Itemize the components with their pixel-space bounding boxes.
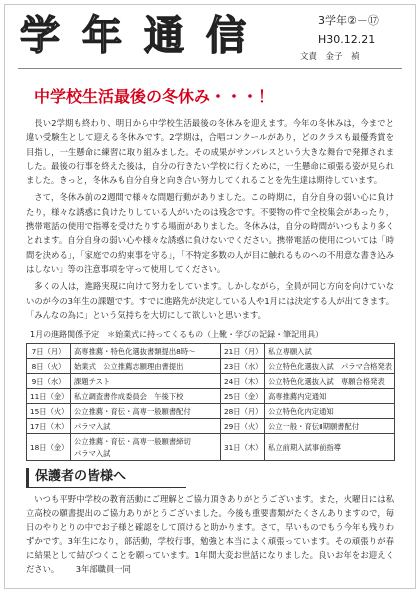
schedule-date: 29日（火）	[221, 419, 265, 434]
schedule-event-line: パラマ入試	[74, 448, 111, 458]
table-row	[27, 404, 395, 419]
schedule-date: 31日（木）	[221, 434, 265, 461]
schedule-event: 課題テスト	[71, 374, 221, 389]
schedule-date: 8日（火）	[27, 359, 71, 374]
guardians-body: いつも平野中学校の教育活動にご理解とご協力頂きありがとうございます。また，火曜日には私立高校の願書提出のご協力ありがとうございました。今後も重要書類がたくさんありますので，毎日のやりとりの中でお子様と確認をして頂けると助かります。さて，早いものでもう今年も残りわずかです。3年生になり，部活動，学校行事，勉強と本当によく頑張っています。その頑張りが春に結果として結びつくことを願っています。1年間大変お世話になりました。良いお年をお迎えください。	[26, 494, 394, 575]
schedule-event: 私立調査書作成委員会 午後下校	[71, 389, 221, 404]
schedule-date: 17日（木）	[27, 419, 71, 434]
table-row	[27, 359, 395, 374]
schedule-date: 25日（金）	[221, 389, 265, 404]
schedule-date: 11日（金）	[27, 389, 71, 404]
schedule-date: 21日（月）	[221, 344, 265, 359]
schedule-table	[26, 343, 395, 461]
schedule-event: 公立特色化選抜入試 専願合格発表	[265, 374, 395, 389]
table-row	[27, 389, 395, 404]
schedule-event: 公立一般・育伝Ⅱ期願書配付	[265, 419, 395, 434]
schedule-event: 始業式 公立推薦志願理由書提出	[71, 359, 221, 374]
schedule-event: 私立前期入試事前指導	[265, 434, 395, 461]
paragraph-conduct: さて，冬休み前の2週間で様々な問題行動がありました。この時期に，自分自身の弱い心に負けたり，様々な誘惑に負けたりしている人がいたのは残念です。不要物の件で全校集会があったり，携帯電話の使用で指導を受けたりする場面がありました。冬休みは，自分の時間がいつもより多くとれます。自分自身の弱い心や様々な誘惑に負けないでください。携帯電話の使用については「時間を決める」，「家庭での約束事を守る」，「不特定多数の人が目に触れるものへの不用意な書き込みはしない」等の注意事項を守って使用してください。	[26, 192, 394, 274]
table-row	[27, 434, 395, 461]
paragraph-career: 多くの人は，進路実現に向けて努力をしています。しかしながら，全員が同じ方向を向けていないのが今の3年生の課題です。すでに進路先が決定している人や1月には決定する人が出てきます。「みんなの為に」という気持ちを大切にして欲しいと思います。	[26, 281, 394, 320]
schedule-date: 18日（金）	[27, 434, 71, 461]
author-credit: 文責 金子 禎	[300, 52, 360, 62]
guardians-heading: 保護者の皆様へ	[26, 468, 186, 488]
schedule-caption: 1月の進路関係予定 ＊始業式に持ってくるもの（上靴・学びの記録・筆記用具）	[30, 330, 324, 340]
schedule-event: 公立特色化内定通知	[265, 404, 395, 419]
table-row	[27, 344, 395, 359]
main-column	[26, 86, 394, 576]
schedule-event: 公立推薦・育伝・高専一般願書配付	[71, 404, 221, 419]
schedule-date: 28日（月）	[221, 404, 265, 419]
schedule-event: パラマ入試	[71, 419, 221, 434]
schedule-date: 24日（木）	[221, 374, 265, 389]
schedule-event: 高専推薦・特色化選抜書類提出8時～	[71, 344, 221, 359]
schedule-event	[71, 434, 221, 461]
table-row	[27, 419, 395, 434]
schedule-date: 7日（月）	[27, 344, 71, 359]
table-row	[27, 374, 395, 389]
schedule-event: 高専推薦内定通知	[265, 389, 395, 404]
guardians-signature: 3年部職員一同	[75, 564, 131, 575]
issue-number: 3学年②－⑰	[318, 14, 379, 27]
newsletter-title: 学年通信	[20, 12, 268, 59]
headline: 中学校生活最後の冬休み・・・！	[34, 87, 275, 106]
schedule-event-line: 公立推薦・育伝・高専一般願書締切	[74, 436, 191, 446]
schedule-event: 私立専願入試	[265, 344, 395, 359]
guardians-message	[26, 492, 394, 576]
schedule-date: 23日（水）	[221, 359, 265, 374]
header-divider	[18, 68, 402, 69]
schedule-date: 15日（火）	[27, 404, 71, 419]
paragraph-intro: 長い2学期も終わり、明日から中学校生活最後の冬休みを迎えます。今年の冬休みは，今までと違い受験生として迎える冬休みです。2学期は，合唱コンクールがあり，どのクラスも最優秀賞を目指し，一生懸命に練習に取り組みました。その成果がサンパレスという大きな舞台で発揮されました。最後の行事を終えた後は，自分の行きたい学校に行くために，一生懸命に頑張る姿が見られました。きっと，冬休みも自分自身と向き合い努力してくれることを先生達は期待しています。	[26, 118, 394, 186]
issue-date: H30.12.21	[318, 33, 376, 46]
schedule-date: 9日（水）	[27, 374, 71, 389]
schedule-event: 公立特色化選抜入試 パラマ合格発表	[265, 359, 395, 374]
